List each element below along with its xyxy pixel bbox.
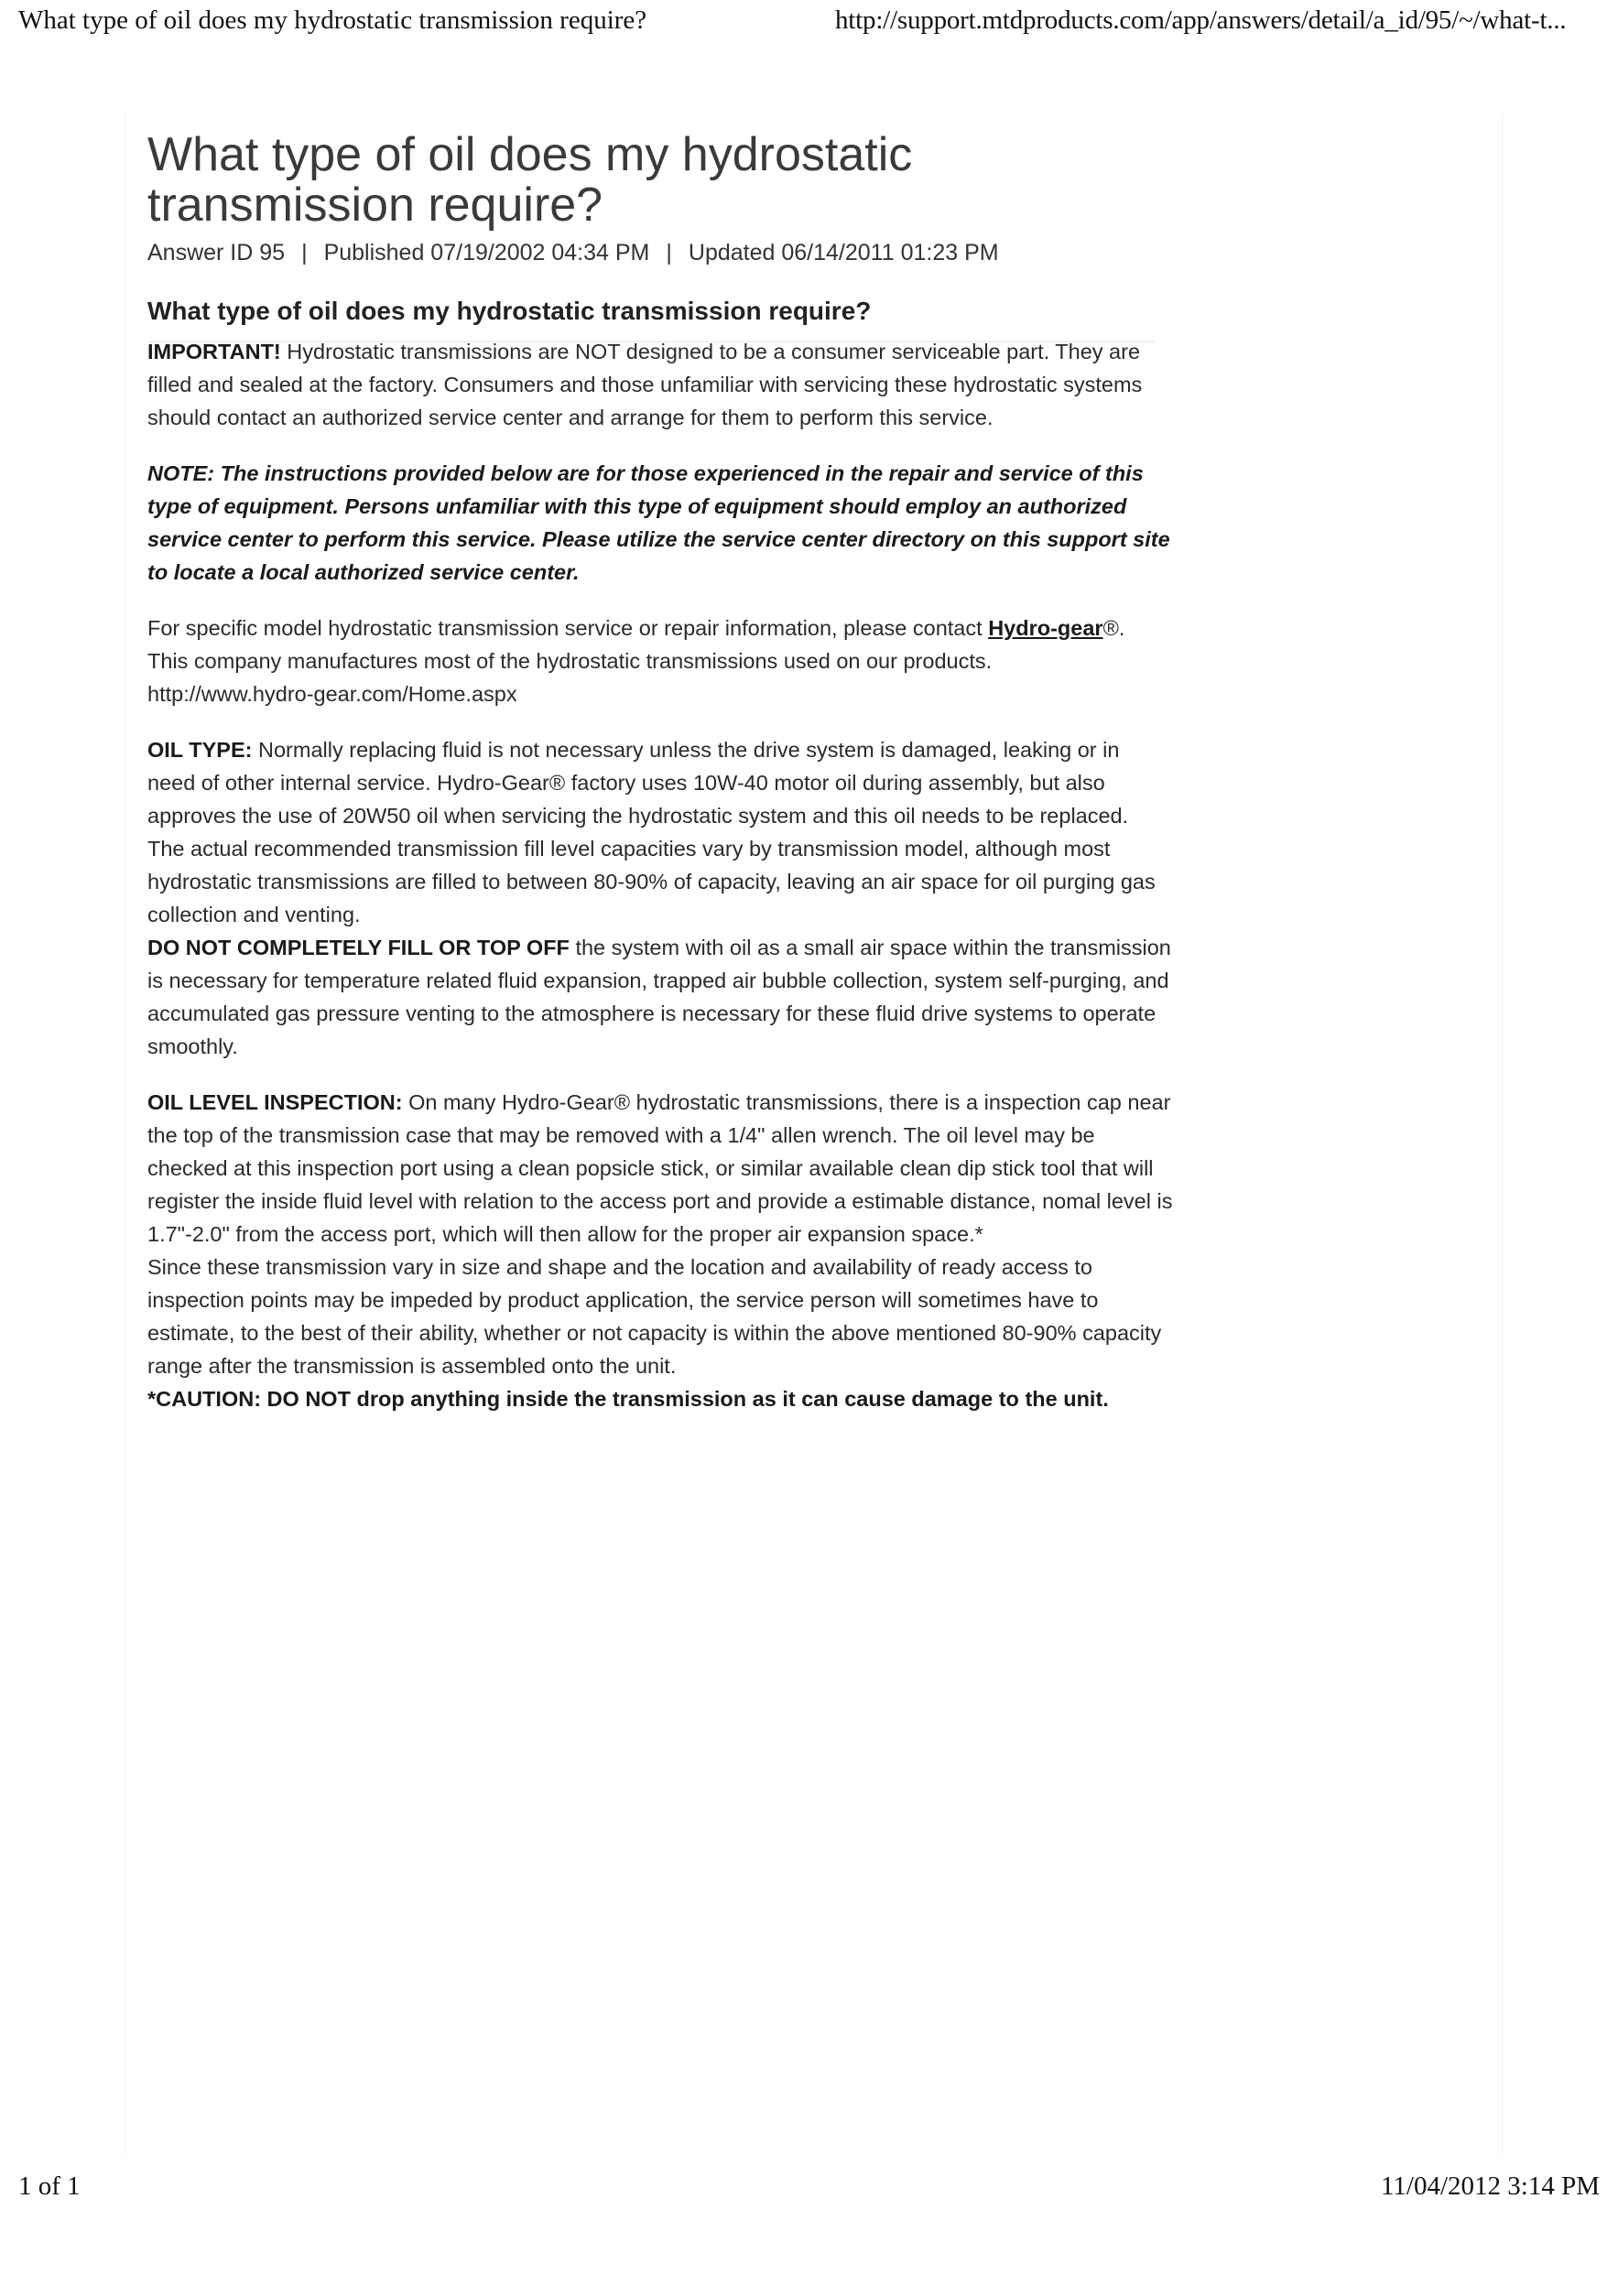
print-header-title: What type of oil does my hydrostatic transmission require? <box>18 5 647 35</box>
oil-level-text-2: Since these transmission vary in size and shape and the location and availability of ready access to inspection points may be impeded by product application, the service person will sometimes have to estimate, to the best of their ability, whether or not capacity is within the above mentioned 80-90% capacity range after the transmission is assembled onto the unit. <box>147 1255 1162 1378</box>
published-date: Published 07/19/2002 04:34 PM <box>323 240 650 265</box>
print-datetime: 11/04/2012 3:14 PM <box>1380 2171 1600 2201</box>
meta-separator: | <box>666 240 672 265</box>
note-text: NOTE: The instructions provided below are for those experienced in the repair and service of this type of equipment. Persons unfamiliar with this type of equipment should employ an authorized service center to perform this service. Please utilize the service center directory on this support site to locate a local authorized service center. <box>147 461 1170 584</box>
fill-warning-label: DO NOT COMPLETELY FILL OR TOP OFF <box>147 936 570 959</box>
oil-type-text: Normally replacing fluid is not necessary unless the drive system is damaged, leaking or in need of other internal service. Hydro-Gear® factory uses 10W-40 motor oil during assembly, but also approves the use of 20W50 oil when servicing the hydrostatic system and this oil needs to be replaced. <box>147 738 1129 828</box>
oil-type-section <box>147 733 1173 1063</box>
article-meta <box>147 238 1173 267</box>
fill-warning-text: the system with oil as a small air space within the transmission is necessary for temperature related fluid expansion, trapped air bubble collection, system self-purging, and accumulated gas pressure venting to the atmosphere is necessary for these fluid drive systems to operate smoothly. <box>147 936 1171 1058</box>
page-number: 1 of 1 <box>18 2171 81 2201</box>
capacity-text: The actual recommended transmission fill level capacities vary by transmission model, although most hydrostatic transmissions are filled to between 80-90% of capacity, leaving an air space for oil purging gas collection and venting. <box>147 837 1156 926</box>
note-paragraph <box>147 457 1173 589</box>
contact-text-after: ®. <box>1102 616 1125 640</box>
updated-date: Updated 06/14/2011 01:23 PM <box>688 240 999 265</box>
important-label: IMPORTANT! <box>147 340 281 363</box>
contact-text: For specific model hydrostatic transmission service or repair information, please contact <box>147 616 983 640</box>
important-text: Hydrostatic transmissions are NOT designed to be a consumer serviceable part. They are filled and sealed at the factory. Consumers and those unfamiliar with servicing these hydrostatic systems should contact an authorized service center and arrange for them to perform this service. <box>147 340 1143 429</box>
hydro-gear-link[interactable]: Hydro-gear <box>988 616 1103 640</box>
answer-id: Answer ID 95 <box>147 240 286 265</box>
article-content <box>147 130 1173 1415</box>
oil-type-label: OIL TYPE: <box>147 738 253 762</box>
meta-separator: | <box>301 240 308 265</box>
oil-level-label: OIL LEVEL INSPECTION: <box>147 1090 403 1114</box>
important-paragraph <box>147 335 1173 434</box>
print-header-url: http://support.mtdproducts.com/app/answers/detail/a_id/95/~/what-t... <box>835 5 1567 35</box>
contact-manufacturer-text: This company manufactures most of the hydrostatic transmissions used on our products. <box>147 649 993 673</box>
page-title: What type of oil does my hydrostatic transmission require? <box>147 128 913 232</box>
print-header <box>0 5 1618 42</box>
question-heading: What type of oil does my hydrostatic transmission require? <box>147 297 872 325</box>
oil-level-section <box>147 1086 1173 1415</box>
contact-paragraph <box>147 612 1173 710</box>
answer-body <box>147 335 1173 1415</box>
caution-text: *CAUTION: DO NOT drop anything inside the transmission as it can cause damage to the unit. <box>147 1387 1109 1411</box>
oil-level-text: On many Hydro-Gear® hydrostatic transmissions, there is a inspection cap near the top of the transmission case that may be removed with a 1/4" allen wrench. The oil level may be checked at this inspection port using a clean popsicle stick, or similar available clean dip stick tool that will register the inside fluid level with relation to the access port and provide a estimable distance, nomal level is 1.7"-2.0" from the access port, which will then allow for the proper air expansion space.* <box>147 1090 1173 1246</box>
hydro-gear-url: http://www.hydro-gear.com/Home.aspx <box>147 682 517 706</box>
print-footer <box>0 2171 1618 2208</box>
